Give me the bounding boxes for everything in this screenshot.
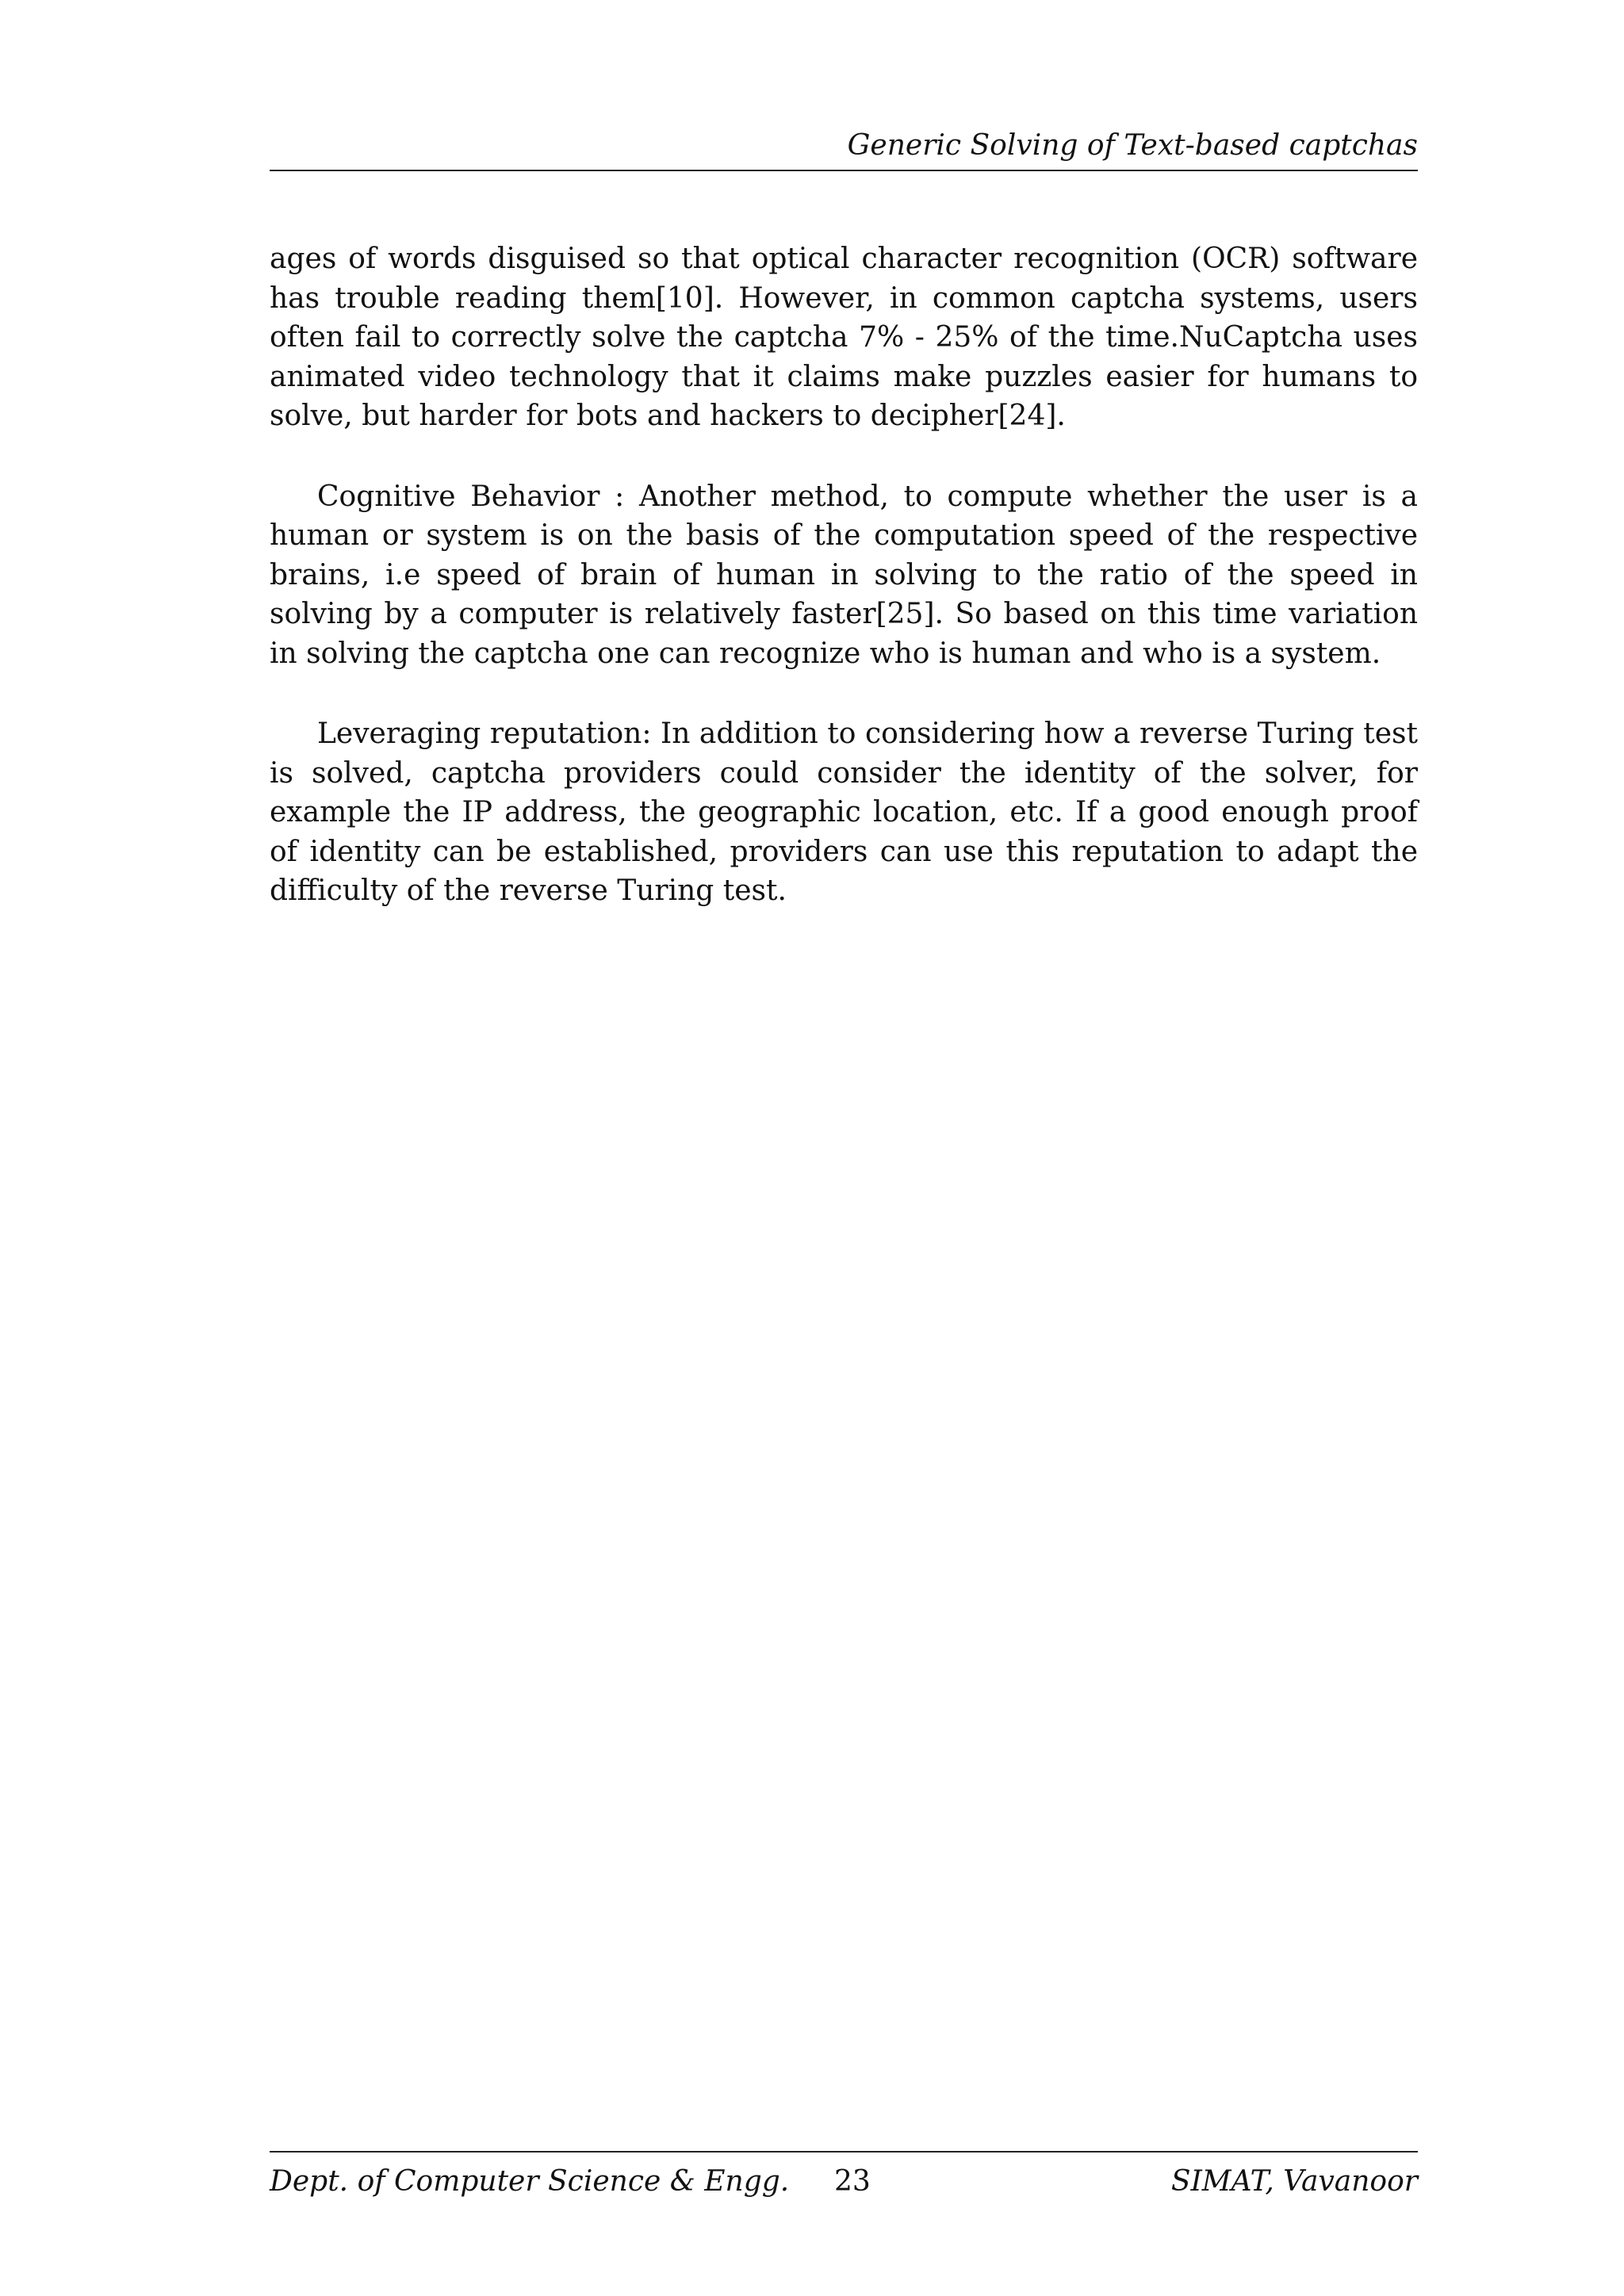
header-rule [270,170,1418,171]
paragraph-leveraging-reputation: Leveraging reputation: In addition to considering how a reverse Turing test is solved, captcha providers could consider the identity of the solver, for example the IP address, the geographic location, etc. If a good enough proof of identity can be established, providers can use this reputation to adapt the difficulty of the reverse Turing test. [270,718,1418,907]
page-number: 23 [834,2165,871,2198]
running-header: Generic Solving of Text-based captchas [847,129,1418,162]
page-footer [270,2164,1418,2204]
footer-institution: SIMAT, Vavanoor [1170,2165,1418,2198]
body-text [270,239,1418,952]
footer-department: Dept. of Computer Science & Engg. [270,2165,790,2198]
paragraph-continuation: ages of words disguised so that optical character recognition (OCR) software has trouble reading them[10]. However, in common captcha systems, users often fail to correctly solve the captcha 7% - 25% of the time.NuCaptcha uses animated video technology that it claims make puzzles easier for humans to solve, but harder for bots and hackers to decipher[24]. [270,243,1418,432]
footer-rule [270,2151,1418,2152]
paragraph-cognitive-behavior: Cognitive Behavior : Another method, to compute whether the user is a human or system is on the basis of the computation speed of the respective brains, i.e speed of brain of human in solving to the ratio of the speed in solving by a computer is relatively faster[25]. So based on this time variation in solving the captcha one can recognize who is human and who is a system. [270,480,1418,670]
